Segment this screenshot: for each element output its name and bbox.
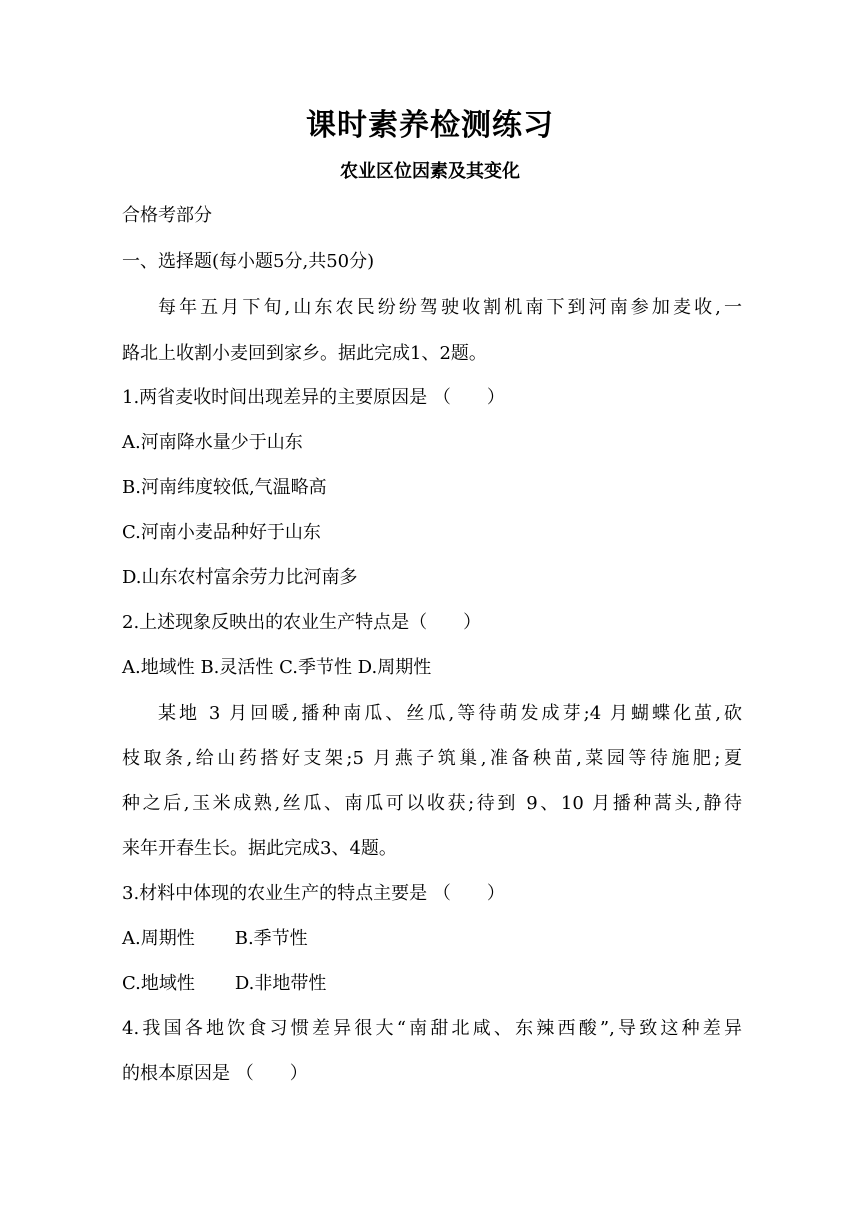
question-2-stem: 2.上述现象反映出的农业生产特点是（ ）: [122, 612, 482, 633]
passage1-line2: 路北上收割小麦回到家乡。据此完成1、2题。: [122, 343, 487, 364]
passage2-line1: 某地 3 月回暖,播种南瓜、丝瓜,等待萌发成芽;4 月蝴蝶化茧,砍: [158, 703, 742, 724]
question-4-stem-line1: 4.我国各地饮食习惯差异很大“南甜北咸、东辣西酸”,导致这种差异: [122, 1018, 742, 1039]
question-1-option-b: B.河南纬度较低,气温略高: [122, 477, 327, 498]
question-3-option-d: D.非地带性: [234, 973, 327, 994]
question-1-option-a: A.河南降水量少于山东: [122, 432, 303, 453]
question-3-option-a: A.周期性: [122, 928, 195, 949]
page-title: 课时素养检测练习: [306, 108, 554, 143]
section-heading: 一、选择题(每小题5分,共50分): [122, 251, 375, 272]
question-2-options: A.地域性 B.灵活性 C.季节性 D.周期性: [122, 657, 432, 678]
question-4-stem-line2: 的根本原因是 （ ）: [122, 1063, 308, 1084]
question-3-options-row1: [122, 925, 742, 953]
passage2-line2: 枝取条,给山药搭好支架;5 月燕子筑巢,准备秧苗,菜园等待施肥;夏: [122, 748, 742, 769]
passage2-line4: 来年开春生长。据此完成3、4题。: [122, 838, 397, 859]
passage1-line1: 每年五月下旬,山东农民纷纷驾驶收割机南下到河南参加麦收,一: [158, 297, 742, 318]
question-1-option-c: C.河南小麦品种好于山东: [122, 522, 321, 543]
section-part-label: 合格考部分: [122, 205, 212, 226]
page-subtitle: 农业区位因素及其变化: [340, 161, 520, 182]
question-3-option-c: C.地域性: [122, 973, 195, 994]
question-3-stem: 3.材料中体现的农业生产的特点主要是 （ ）: [122, 883, 505, 904]
question-3-option-b: B.季节性: [234, 928, 308, 949]
passage2-line3: 种之后,玉米成熟,丝瓜、南瓜可以收获;待到 9、10 月播种蒿头,静待: [122, 793, 742, 814]
question-1-stem: 1.两省麦收时间出现差异的主要原因是 （ ）: [122, 387, 505, 408]
question-3-options-row2: [122, 970, 742, 998]
question-1-option-d: D.山东农村富余劳力比河南多: [122, 567, 358, 588]
